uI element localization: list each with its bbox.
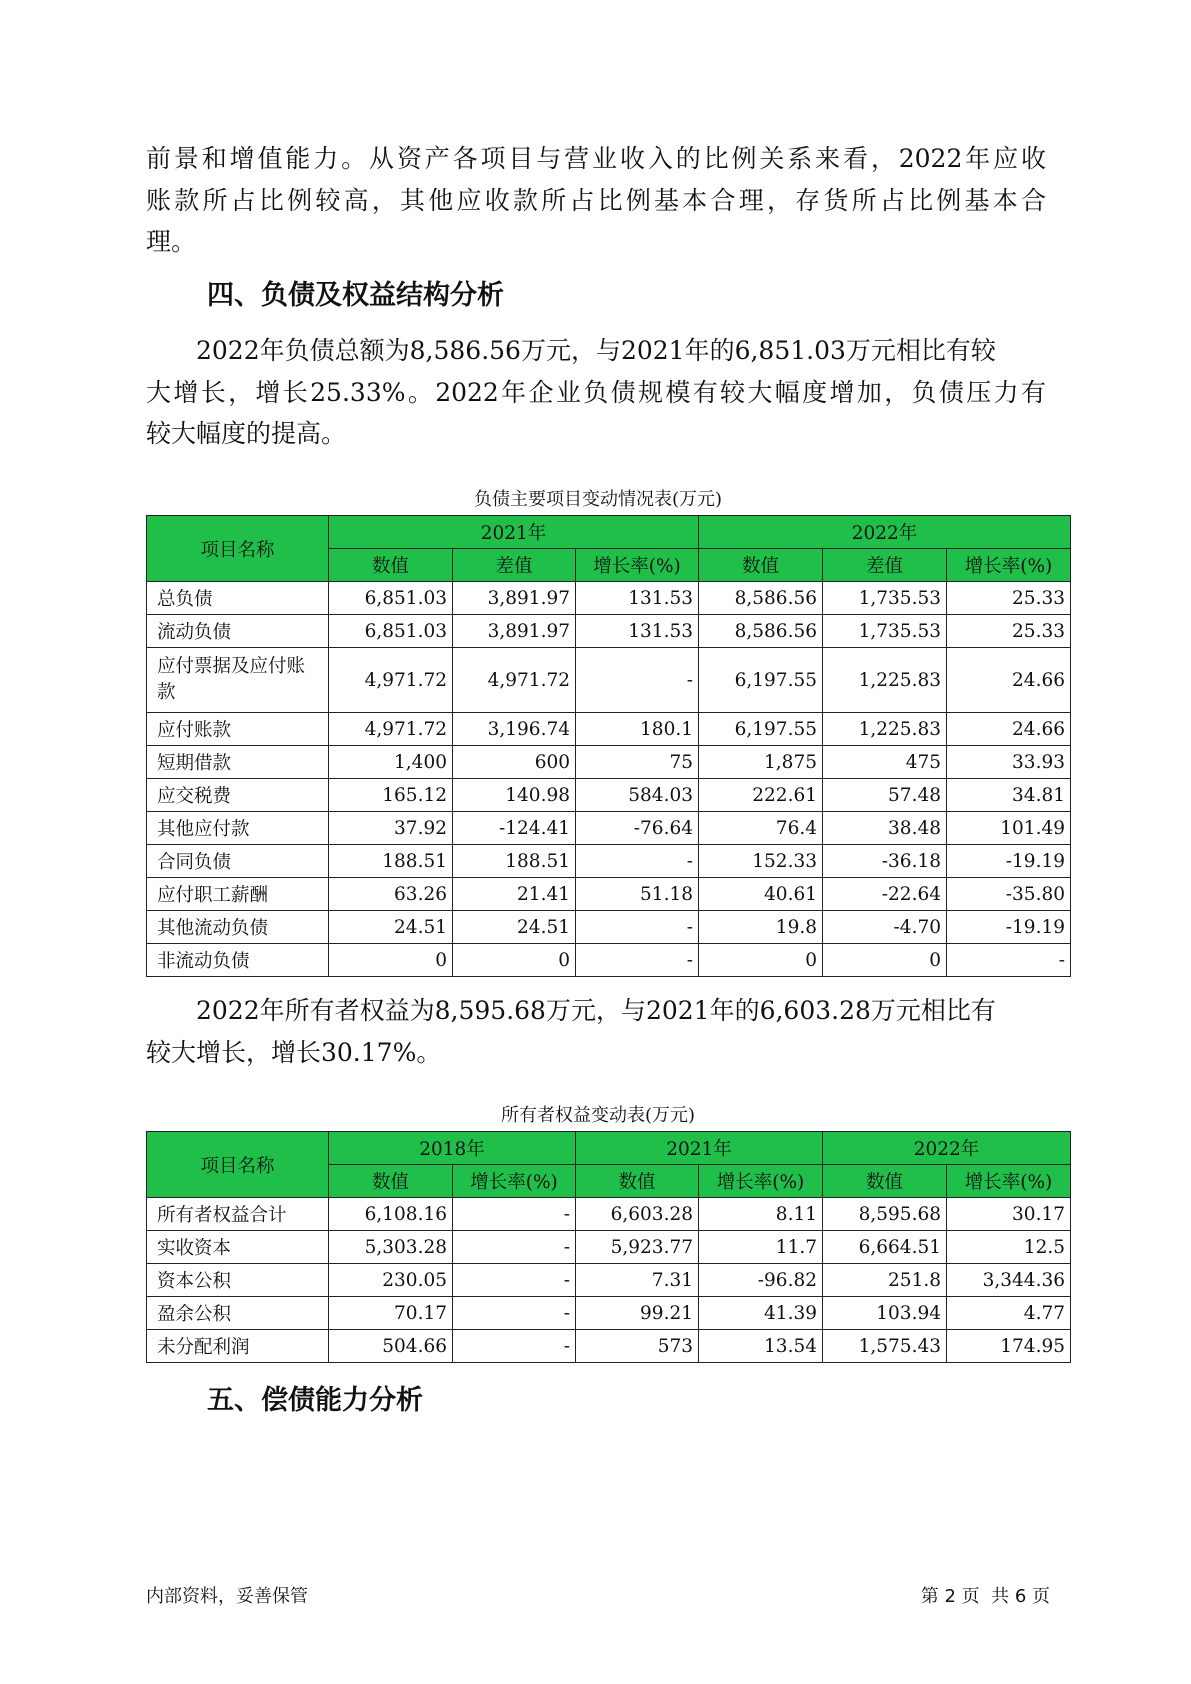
table-cell: 25.33 — [947, 582, 1071, 615]
table-cell: 6,664.51 — [823, 1231, 947, 1264]
footer-confidential-note: 内部资料，妥善保管 — [146, 1586, 308, 1607]
table-row — [147, 812, 1071, 845]
table-cell: 40.61 — [699, 878, 823, 911]
table-cell: 573 — [576, 1330, 699, 1363]
table-cell: 25.33 — [947, 615, 1071, 648]
row-label: 资本公积 — [147, 1264, 329, 1297]
table-cell: 5,923.77 — [576, 1231, 699, 1264]
table-cell: - — [453, 1297, 576, 1330]
table-row — [147, 1198, 1071, 1231]
table-cell: - — [453, 1231, 576, 1264]
paragraph-line: 理。 — [146, 227, 197, 256]
table-cell: 1,225.83 — [823, 713, 947, 746]
table-cell: 19.8 — [699, 911, 823, 944]
table-cell: -96.82 — [699, 1264, 823, 1297]
header-value: 数值 — [329, 549, 453, 582]
table-row — [147, 615, 1071, 648]
row-label: 未分配利润 — [147, 1330, 329, 1363]
table-row — [147, 746, 1071, 779]
table-row — [147, 911, 1071, 944]
table-cell: 222.61 — [699, 779, 823, 812]
table-cell: 4.77 — [947, 1297, 1071, 1330]
table-cell: 7.31 — [576, 1264, 699, 1297]
section-heading-solvency: 五、偿债能力分析 — [207, 1385, 423, 1416]
table-cell: 3,891.97 — [453, 615, 576, 648]
equity-table-caption: 所有者权益变动表(万元) — [500, 1105, 696, 1126]
header-year: 2022年 — [699, 516, 1071, 549]
table-cell: 188.51 — [329, 845, 453, 878]
paragraph-line: 2022年负债总额为8,586.56万元，与2021年的6,851.03万元相比有较 — [196, 336, 996, 365]
table-cell: 131.53 — [576, 582, 699, 615]
table-cell: 6,197.55 — [699, 713, 823, 746]
header-value: 数值 — [576, 1165, 699, 1198]
table-cell: 6,851.03 — [329, 615, 453, 648]
table-cell: 152.33 — [699, 845, 823, 878]
paragraph-line: 较大幅度的提高。 — [146, 419, 347, 448]
table-cell: 5,303.28 — [329, 1231, 453, 1264]
table-cell: 600 — [453, 746, 576, 779]
table-cell: 38.48 — [823, 812, 947, 845]
table-cell: 174.95 — [947, 1330, 1071, 1363]
liability-summary-paragraph — [146, 330, 1046, 455]
table-cell: - — [453, 1198, 576, 1231]
table-cell: -124.41 — [453, 812, 576, 845]
table-cell: 6,851.03 — [329, 582, 453, 615]
table-cell: 0 — [823, 944, 947, 977]
table-cell: 4,971.72 — [329, 648, 453, 713]
table-cell: -19.19 — [947, 845, 1071, 878]
row-label: 应付职工薪酬 — [147, 878, 329, 911]
table-cell: 584.03 — [576, 779, 699, 812]
table-cell: 103.94 — [823, 1297, 947, 1330]
table-cell: 1,735.53 — [823, 582, 947, 615]
liability-table — [146, 515, 1071, 977]
table-cell: 4,971.72 — [329, 713, 453, 746]
table-cell: 8,595.68 — [823, 1198, 947, 1231]
table-cell: 30.17 — [947, 1198, 1071, 1231]
paragraph-line: 大增长，增长25.33%。2022年企业负债规模有较大幅度增加，负债压力有 — [146, 377, 1046, 407]
table-row — [147, 582, 1071, 615]
table-cell: 165.12 — [329, 779, 453, 812]
row-label: 短期借款 — [147, 746, 329, 779]
table-cell: 6,603.28 — [576, 1198, 699, 1231]
table-cell: -22.64 — [823, 878, 947, 911]
header-year: 2021年 — [329, 516, 699, 549]
table-cell: - — [576, 648, 699, 713]
table-cell: -19.19 — [947, 911, 1071, 944]
table-cell: 63.26 — [329, 878, 453, 911]
table-cell: 11.7 — [699, 1231, 823, 1264]
header-growth: 增长率(%) — [947, 549, 1071, 582]
row-label: 所有者权益合计 — [147, 1198, 329, 1231]
paragraph-line: 前景和增值能力。从资产各项目与营业收入的比例关系来看，2022年应收 — [146, 144, 1046, 173]
row-label: 应付票据及应付账款 — [147, 648, 329, 713]
table-cell: 24.51 — [453, 911, 576, 944]
row-label: 其他应付款 — [147, 812, 329, 845]
header-year: 2021年 — [576, 1132, 823, 1165]
row-label: 实收资本 — [147, 1231, 329, 1264]
paragraph-line: 2022年所有者权益为8,595.68万元，与2021年的6,603.28万元相比有 — [196, 996, 996, 1025]
footer-page-number: 第 2 页 共 6 页 — [920, 1586, 1050, 1607]
header-value: 数值 — [823, 1165, 947, 1198]
header-year: 2022年 — [823, 1132, 1071, 1165]
table-row — [147, 779, 1071, 812]
paragraph-line: 账款所占比例较高，其他应收款所占比例基本合理，存货所占比例基本合 — [146, 185, 1046, 215]
table-cell: 70.17 — [329, 1297, 453, 1330]
table-cell: 188.51 — [453, 845, 576, 878]
table-cell: 33.93 — [947, 746, 1071, 779]
table-cell: - — [576, 911, 699, 944]
table-header-row — [147, 516, 1071, 549]
table-cell: 57.48 — [823, 779, 947, 812]
table-row — [147, 878, 1071, 911]
table-cell: 24.66 — [947, 713, 1071, 746]
row-label: 流动负债 — [147, 615, 329, 648]
table-cell: 6,197.55 — [699, 648, 823, 713]
table-cell: 8,586.56 — [699, 582, 823, 615]
table-row — [147, 1297, 1071, 1330]
table-cell: 8,586.56 — [699, 615, 823, 648]
table-cell: 0 — [453, 944, 576, 977]
table-cell: -36.18 — [823, 845, 947, 878]
table-cell: 37.92 — [329, 812, 453, 845]
liability-table-caption: 负债主要项目变动情况表(万元) — [473, 489, 723, 510]
row-label: 其他流动负债 — [147, 911, 329, 944]
equity-summary-paragraph — [146, 990, 1046, 1073]
table-cell: -35.80 — [947, 878, 1071, 911]
table-cell: 0 — [699, 944, 823, 977]
table-cell: 13.54 — [699, 1330, 823, 1363]
table-cell: 180.1 — [576, 713, 699, 746]
table-header-row — [147, 1132, 1071, 1165]
table-cell: 140.98 — [453, 779, 576, 812]
table-cell: 1,225.83 — [823, 648, 947, 713]
table-cell: 475 — [823, 746, 947, 779]
table-row — [147, 944, 1071, 977]
table-cell: 101.49 — [947, 812, 1071, 845]
table-row — [147, 1231, 1071, 1264]
header-growth: 增长率(%) — [947, 1165, 1071, 1198]
table-cell: 4,971.72 — [453, 648, 576, 713]
table-cell: 34.81 — [947, 779, 1071, 812]
header-diff: 差值 — [823, 549, 947, 582]
table-cell: 75 — [576, 746, 699, 779]
table-cell: - — [576, 944, 699, 977]
table-cell: 0 — [329, 944, 453, 977]
table-cell: 8.11 — [699, 1198, 823, 1231]
header-growth: 增长率(%) — [699, 1165, 823, 1198]
table-cell: 3,891.97 — [453, 582, 576, 615]
row-label: 应付账款 — [147, 713, 329, 746]
header-growth: 增长率(%) — [453, 1165, 576, 1198]
table-cell: 21.41 — [453, 878, 576, 911]
row-label: 盈余公积 — [147, 1297, 329, 1330]
table-row — [147, 713, 1071, 746]
table-cell: 1,400 — [329, 746, 453, 779]
table-cell: 3,196.74 — [453, 713, 576, 746]
table-row — [147, 845, 1071, 878]
table-cell: 131.53 — [576, 615, 699, 648]
table-cell: - — [453, 1264, 576, 1297]
table-cell: - — [576, 845, 699, 878]
row-label: 应交税费 — [147, 779, 329, 812]
table-cell: 41.39 — [699, 1297, 823, 1330]
row-label: 总负债 — [147, 582, 329, 615]
header-item-name: 项目名称 — [147, 1132, 329, 1198]
header-growth: 增长率(%) — [576, 549, 699, 582]
table-cell: -4.70 — [823, 911, 947, 944]
table-cell: -76.64 — [576, 812, 699, 845]
header-item-name: 项目名称 — [147, 516, 329, 582]
table-cell: - — [947, 944, 1071, 977]
table-cell: 24.66 — [947, 648, 1071, 713]
table-cell: 12.5 — [947, 1231, 1071, 1264]
header-diff: 差值 — [453, 549, 576, 582]
table-cell: 99.21 — [576, 1297, 699, 1330]
table-cell: 230.05 — [329, 1264, 453, 1297]
header-value: 数值 — [329, 1165, 453, 1198]
table-row — [147, 1330, 1071, 1363]
header-year: 2018年 — [329, 1132, 576, 1165]
equity-table — [146, 1131, 1071, 1363]
row-label: 非流动负债 — [147, 944, 329, 977]
table-cell: 1,575.43 — [823, 1330, 947, 1363]
table-row — [147, 1264, 1071, 1297]
header-value: 数值 — [699, 549, 823, 582]
paragraph-line: 较大增长，增长30.17%。 — [146, 1037, 442, 1067]
table-cell: 3,344.36 — [947, 1264, 1071, 1297]
table-cell: 51.18 — [576, 878, 699, 911]
row-label: 合同负债 — [147, 845, 329, 878]
intro-paragraph — [146, 138, 1046, 263]
table-cell: 76.4 — [699, 812, 823, 845]
section-heading-liabilities-equity: 四、负债及权益结构分析 — [207, 280, 504, 311]
table-cell: 251.8 — [823, 1264, 947, 1297]
table-cell: 6,108.16 — [329, 1198, 453, 1231]
table-cell: 24.51 — [329, 911, 453, 944]
table-row — [147, 648, 1071, 713]
table-cell: - — [453, 1330, 576, 1363]
table-cell: 1,875 — [699, 746, 823, 779]
table-cell: 504.66 — [329, 1330, 453, 1363]
table-cell: 1,735.53 — [823, 615, 947, 648]
